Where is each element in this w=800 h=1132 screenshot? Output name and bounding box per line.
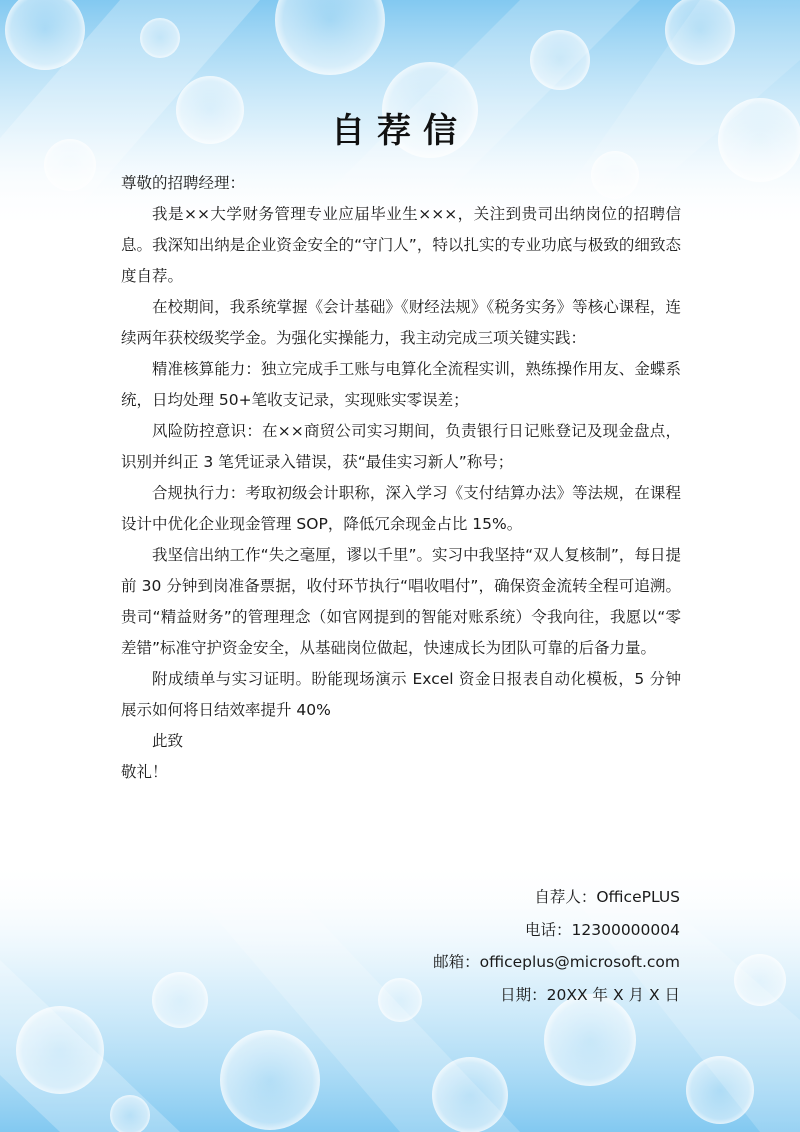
paragraph-skill-risk: 风险防控意识：在××商贸公司实习期间，负责银行日记账登记及现金盘点，识别并纠正 3 笔凭证录入错误，获“最佳实习新人”称号； [121,422,681,471]
paragraph-skill-accounting: 精准核算能力：独立完成手工账与电算化全流程实训，熟练操作用友、金蝶系统，日均处理 50+笔收支记录，实现账实零误差； [121,360,681,409]
closing-salute: 敬礼！ [121,763,168,781]
signer-email: 邮箱：officeplus@microsoft.com [433,953,680,971]
closing-phrase: 此致 [152,732,184,750]
salutation: 尊敬的招聘经理： [121,174,246,192]
signature-block [380,881,680,1011]
signing-date: 日期：20XX 年 X 月 X 日 [500,985,680,1004]
paragraph-intro: 我是××大学财务管理专业应届毕业生×××，关注到贵司出纳岗位的招聘信息。我深知出纳是企业资金安全的“守门人”，特以扎实的专业功底与极致的细致态度自荐。 [121,205,681,285]
paragraph-skill-compliance: 合规执行力：考取初级会计职称，深入学习《支付结算办法》等法规，在课程设计中优化企业现金管理 SOP，降低冗余现金占比 15%。 [121,484,681,533]
signer-name: 自荐人：OfficePLUS [534,888,680,906]
paragraph-attachments: 附成绩单与实习证明。盼能现场演示 Excel 资金日报表自动化模板，5 分钟展示如何将日结效率提升 40% [121,670,682,719]
letter-body [121,168,681,788]
paragraph-education: 在校期间，我系统掌握《会计基础》《财经法规》《税务实务》等核心课程，连续两年获校级奖学金。为强化实操能力，我主动完成三项关键实践： [121,298,681,347]
signer-phone: 电话：12300000004 [525,920,680,939]
paragraph-motivation: 我坚信出纳工作“失之毫厘，谬以千里”。实习中我坚持“双人复核制”，每日提前 30 分钟到岗准备票据，收付环节执行“唱收唱付”，确保资金流转全程可追溯。贵司“精益财务”的管理理念（如官网提到的智能对账系统）令我向往，我愿以“零差错”标准守护资金安全，从基础岗位做起，快速成长为团队可靠的后备力量。 [121,546,681,657]
page-title: 自荐信 [331,111,469,151]
